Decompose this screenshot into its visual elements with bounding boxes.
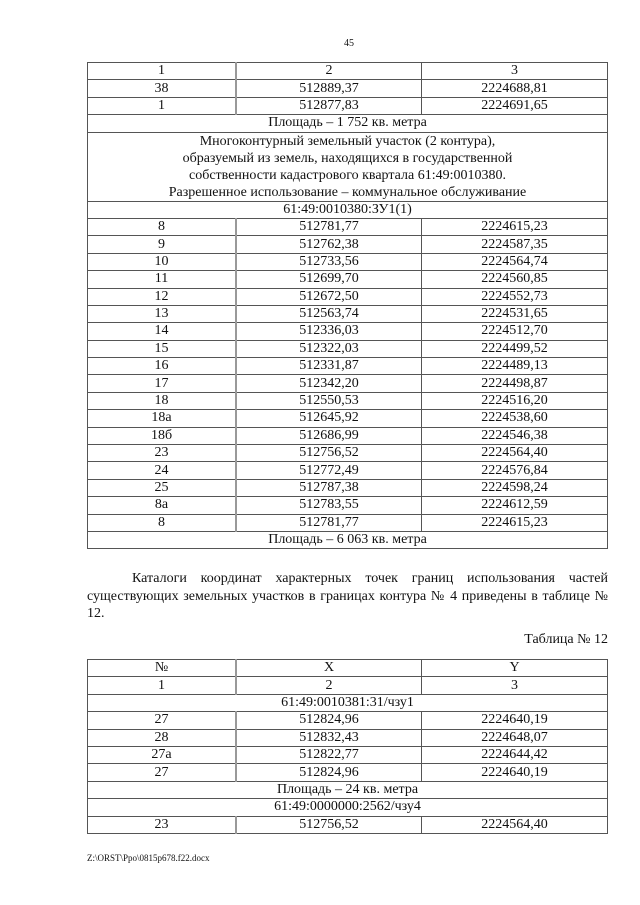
area-row	[88, 781, 608, 798]
x-coordinate: 512756,52	[236, 816, 422, 833]
table-row	[88, 63, 608, 80]
x-coordinate: 512645,92	[236, 410, 422, 427]
table-row	[88, 340, 608, 357]
table-row	[88, 729, 608, 746]
file-path-footer: Z:\ORST\Ppo\0815p678.f22.docx	[87, 853, 210, 863]
section-row	[88, 694, 608, 711]
table-row	[88, 236, 608, 253]
point-number: 27а	[88, 746, 237, 763]
x-coordinate: 512686,99	[236, 427, 422, 444]
table-row	[88, 427, 608, 444]
x-coordinate: 512877,83	[236, 97, 422, 114]
point-number: 27	[88, 712, 237, 729]
table-row	[88, 497, 608, 514]
point-number: 11	[88, 271, 237, 288]
table-row	[88, 764, 608, 781]
table-row	[88, 392, 608, 409]
table-row	[88, 218, 608, 235]
x-coordinate: 512762,38	[236, 236, 422, 253]
y-coordinate: 2224640,19	[422, 712, 608, 729]
y-coordinate: 2224640,19	[422, 764, 608, 781]
y-coordinate: 2224512,70	[422, 323, 608, 340]
description-line: образуемый из земель, находящихся в государственной	[182, 150, 513, 166]
header-y: Y	[422, 660, 608, 677]
paragraph-text: Каталоги координат характерных точек границ использования частей существующих земельных участков в границах контура № 4 приведены в таблице № 12.	[87, 571, 608, 621]
table-row	[88, 288, 608, 305]
table-row	[88, 816, 608, 833]
point-number: 18а	[88, 410, 237, 427]
table-row	[88, 375, 608, 392]
point-number: 1	[88, 63, 237, 80]
body-paragraph	[87, 570, 608, 623]
x-coordinate: 512550,53	[236, 392, 422, 409]
y-coordinate: 2224564,40	[422, 445, 608, 462]
y-coordinate: 2224538,60	[422, 410, 608, 427]
y-coordinate: 2224688,81	[422, 80, 608, 97]
x-coordinate: 512699,70	[236, 271, 422, 288]
table-row	[88, 305, 608, 322]
point-number: 9	[88, 236, 237, 253]
y-coordinate: 2224564,74	[422, 253, 608, 270]
point-number: 18б	[88, 427, 237, 444]
section-label: 61:49:0010381:31/чзу1	[88, 694, 608, 711]
table-caption: Таблица № 12	[524, 632, 608, 647]
x-coordinate: 512889,37	[236, 80, 422, 97]
table-row	[88, 462, 608, 479]
column-number: 3	[422, 677, 608, 694]
x-coordinate: 512342,20	[236, 375, 422, 392]
table-row	[88, 712, 608, 729]
point-number: 14	[88, 323, 237, 340]
x-coordinate: 512822,77	[236, 746, 422, 763]
area-row	[88, 115, 608, 132]
point-number: 17	[88, 375, 237, 392]
point-number: 8	[88, 514, 237, 531]
x-coordinate: 512781,77	[236, 218, 422, 235]
table-row	[88, 358, 608, 375]
point-number: 38	[88, 80, 237, 97]
point-number: 10	[88, 253, 237, 270]
x-coordinate: 512832,43	[236, 729, 422, 746]
point-number: 18	[88, 392, 237, 409]
y-coordinate: 2224598,24	[422, 479, 608, 496]
y-coordinate: 2224516,20	[422, 392, 608, 409]
y-coordinate: 2224498,87	[422, 375, 608, 392]
column-number: 2	[236, 677, 422, 694]
header-row	[88, 660, 608, 677]
x-coordinate: 2	[236, 63, 422, 80]
point-number: 8а	[88, 497, 237, 514]
point-number: 25	[88, 479, 237, 496]
point-number: 16	[88, 358, 237, 375]
area-label: Площадь – 1 752 кв. метра	[88, 115, 608, 132]
coordinates-table-continued	[87, 62, 608, 549]
table-row	[88, 410, 608, 427]
point-number: 1	[88, 97, 237, 114]
area-row	[88, 531, 608, 548]
y-coordinate: 3	[422, 63, 608, 80]
y-coordinate: 2224576,84	[422, 462, 608, 479]
y-coordinate: 2224564,40	[422, 816, 608, 833]
table-row	[88, 97, 608, 114]
y-coordinate: 2224499,52	[422, 340, 608, 357]
table-row	[88, 514, 608, 531]
header-number: №	[88, 660, 237, 677]
section-row	[88, 799, 608, 816]
area-label: Площадь – 24 кв. метра	[88, 781, 608, 798]
table-row	[88, 271, 608, 288]
page-number: 45	[344, 38, 354, 49]
description-line: Разрешенное использование – коммунальное обслуживание	[168, 184, 527, 200]
point-number: 24	[88, 462, 237, 479]
y-coordinate: 2224691,65	[422, 97, 608, 114]
table-row	[88, 445, 608, 462]
y-coordinate: 2224546,38	[422, 427, 608, 444]
description-row	[88, 132, 608, 201]
y-coordinate: 2224615,23	[422, 514, 608, 531]
y-coordinate: 2224644,42	[422, 746, 608, 763]
description-line: собственности кадастрового квартала 61:49:0010380.	[189, 167, 506, 183]
x-coordinate: 512781,77	[236, 514, 422, 531]
table-row	[88, 253, 608, 270]
point-number: 27	[88, 764, 237, 781]
x-coordinate: 512824,96	[236, 712, 422, 729]
point-number: 23	[88, 816, 237, 833]
y-coordinate: 2224612,59	[422, 497, 608, 514]
point-number: 8	[88, 218, 237, 235]
x-coordinate: 512336,03	[236, 323, 422, 340]
section-row	[88, 201, 608, 218]
y-coordinate: 2224552,73	[422, 288, 608, 305]
x-coordinate: 512563,74	[236, 305, 422, 322]
x-coordinate: 512322,03	[236, 340, 422, 357]
description-line: Многоконтурный земельный участок (2 контура),	[199, 133, 496, 149]
y-coordinate: 2224615,23	[422, 218, 608, 235]
x-coordinate: 512787,38	[236, 479, 422, 496]
table-row	[88, 479, 608, 496]
x-coordinate: 512783,55	[236, 497, 422, 514]
section-label: 61:49:0000000:2562/чзу4	[88, 799, 608, 816]
y-coordinate: 2224531,65	[422, 305, 608, 322]
table-row	[88, 80, 608, 97]
y-coordinate: 2224489,13	[422, 358, 608, 375]
column-number: 1	[88, 677, 237, 694]
x-coordinate: 512331,87	[236, 358, 422, 375]
area-label: Площадь – 6 063 кв. метра	[88, 531, 608, 548]
point-number: 23	[88, 445, 237, 462]
point-number: 13	[88, 305, 237, 322]
table-row	[88, 746, 608, 763]
header-x: X	[236, 660, 422, 677]
point-number: 28	[88, 729, 237, 746]
y-coordinate: 2224560,85	[422, 271, 608, 288]
numbering-row	[88, 677, 608, 694]
plot-description	[88, 132, 608, 201]
point-number: 15	[88, 340, 237, 357]
table-12	[87, 659, 608, 834]
table-row	[88, 323, 608, 340]
y-coordinate: 2224648,07	[422, 729, 608, 746]
section-label: 61:49:0010380:ЗУ1(1)	[88, 201, 608, 218]
point-number: 12	[88, 288, 237, 305]
y-coordinate: 2224587,35	[422, 236, 608, 253]
x-coordinate: 512824,96	[236, 764, 422, 781]
x-coordinate: 512672,50	[236, 288, 422, 305]
x-coordinate: 512756,52	[236, 445, 422, 462]
x-coordinate: 512772,49	[236, 462, 422, 479]
x-coordinate: 512733,56	[236, 253, 422, 270]
